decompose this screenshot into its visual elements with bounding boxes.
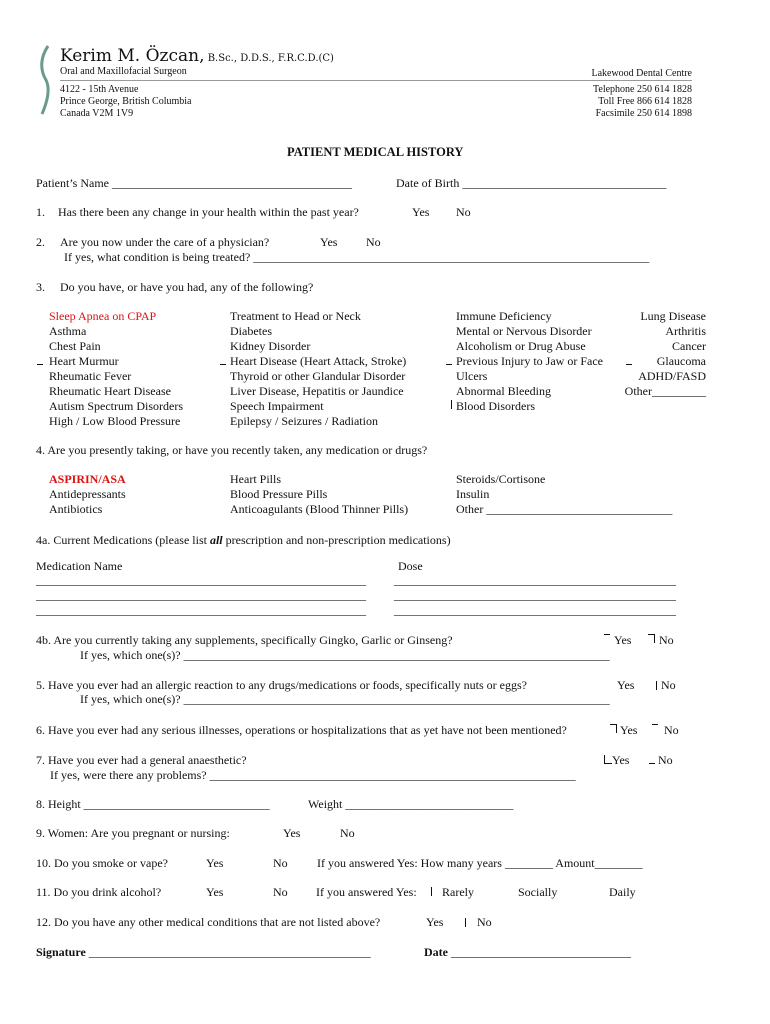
condition-option[interactable]: Sleep Apnea on CPAP <box>49 309 157 323</box>
condition-option[interactable]: Mental or Nervous Disorder <box>456 324 592 338</box>
q5-no-option[interactable]: No <box>661 678 676 692</box>
medication-option[interactable]: Heart Pills <box>230 472 281 486</box>
q11-yes-option[interactable]: Yes <box>206 885 224 899</box>
condition-option[interactable]: Arthritis <box>665 324 706 338</box>
q2-number: 2. <box>36 235 45 249</box>
logo-swoosh-icon <box>38 44 52 116</box>
q5-text: 5. Have you ever had an allergic reaction to any drugs/medications or foods, specifically nuts or eggs? <box>36 678 527 692</box>
doctor-name-text: Kerim M. Özcan, <box>60 46 205 66</box>
checkbox-icon[interactable] <box>431 887 432 896</box>
medication-option[interactable]: Insulin <box>456 487 490 501</box>
q3-column-4 <box>625 309 706 399</box>
condition-option[interactable]: Rheumatic Heart Disease <box>49 384 171 398</box>
q12-yes-option[interactable]: Yes <box>426 915 444 929</box>
condition-option[interactable]: Treatment to Head or Neck <box>230 309 361 323</box>
checkbox-icon[interactable] <box>626 356 632 365</box>
q2-followup-field[interactable]: If yes, what condition is being treated? __________________________________________________________________ <box>64 250 650 264</box>
clinic-name: Lakewood Dental Centre <box>591 68 692 79</box>
q6-no-option[interactable]: No <box>664 723 679 737</box>
doctor-name <box>60 46 334 66</box>
checkbox-icon[interactable] <box>604 634 610 643</box>
q2-text: Are you now under the care of a physician? <box>60 235 270 249</box>
q3-column-2 <box>230 309 406 429</box>
q4a-emphasis: all <box>209 533 223 547</box>
checkbox-icon[interactable] <box>465 918 466 927</box>
medication-option[interactable]: ASPIRIN/ASA <box>49 472 126 486</box>
condition-option[interactable]: Alcoholism or Drug Abuse <box>456 339 586 353</box>
q11-daily-option[interactable]: Daily <box>609 885 636 899</box>
checkbox-icon[interactable] <box>220 356 226 365</box>
condition-option[interactable]: Thyroid or other Glandular Disorder <box>230 369 406 383</box>
q3-number: 3. <box>36 280 45 294</box>
checkbox-icon[interactable] <box>648 634 655 643</box>
doctor-credentials: B.Sc., D.D.S., F.R.C.D.(C) <box>204 53 334 64</box>
signature-label: Signature <box>36 945 86 959</box>
q6-yes-option[interactable]: Yes <box>620 723 638 737</box>
checkbox-icon[interactable] <box>652 724 658 733</box>
signature-field[interactable] <box>36 945 371 960</box>
q10-yes-option[interactable]: Yes <box>206 856 224 870</box>
condition-option[interactable]: High / Low Blood Pressure <box>49 414 181 428</box>
date-label: Date <box>424 945 448 959</box>
q9-yes-option[interactable]: Yes <box>283 826 301 840</box>
q4-text: 4. Are you presently taking, or have you recently taken, any medication or drugs? <box>36 443 428 457</box>
q11-text: 11. Do you drink alcohol? <box>36 885 162 899</box>
q10-text: 10. Do you smoke or vape? <box>36 856 168 870</box>
q4b-yes-option[interactable]: Yes <box>614 633 632 647</box>
q7-text: 7. Have you ever had a general anaesthetic? <box>36 753 247 767</box>
q7-followup-field[interactable]: If yes, were there any problems? _____________________________________________________________ <box>50 768 576 782</box>
condition-option[interactable]: Other_________ <box>624 384 706 398</box>
q4-column-2 <box>230 472 408 517</box>
q2-no-option[interactable]: No <box>366 235 381 249</box>
signature-line[interactable]: _______________________________________________ <box>85 945 371 959</box>
condition-option[interactable]: Rheumatic Fever <box>49 369 132 383</box>
q5-yes-option[interactable]: Yes <box>617 678 635 692</box>
medication-name-field[interactable]: _______________________________________________________ <box>36 573 366 587</box>
q9-no-option[interactable]: No <box>340 826 355 840</box>
condition-option[interactable]: Autism Spectrum Disorders <box>49 399 183 413</box>
address-line-1: 4122 - 15th Avenue <box>60 84 139 95</box>
medication-name-label: Medication Name <box>36 559 123 573</box>
q4-column-3 <box>456 472 672 517</box>
q4b-followup-field[interactable]: If yes, which one(s)? _______________________________________________________________________ <box>80 648 610 662</box>
q4a-prefix: 4a. Current Medications (please list <box>36 533 210 547</box>
q11-socially-option[interactable]: Socially <box>518 885 558 899</box>
q11-rarely-option[interactable]: Rarely <box>442 885 474 899</box>
q4b-text: 4b. Are you currently taking any supplements, specifically Gingko, Garlic or Ginseng? <box>36 633 453 647</box>
medication-option[interactable]: Antibiotics <box>49 502 103 516</box>
date-of-birth-field[interactable]: Date of Birth __________________________________ <box>396 176 667 190</box>
condition-option[interactable]: Heart Murmur <box>49 354 119 368</box>
q5-followup-field[interactable]: If yes, which one(s)? _______________________________________________________________________ <box>80 692 610 706</box>
q1-text: Has there been any change in your health within the past year? <box>58 205 359 219</box>
condition-option[interactable]: Immune Deficiency <box>456 309 552 323</box>
address-line-3: Canada V2M 1V9 <box>60 108 134 119</box>
header-divider <box>60 80 692 81</box>
clinic-telephone: Telephone 250 614 1828 <box>592 84 692 95</box>
q12-text: 12. Do you have any other medical conditions that are not listed above? <box>36 915 381 929</box>
condition-option[interactable]: Diabetes <box>230 324 272 338</box>
condition-option[interactable]: Liver Disease, Hepatitis or Jaundice <box>230 384 404 398</box>
q12-no-option[interactable]: No <box>477 915 492 929</box>
date-line[interactable]: ______________________________ <box>448 945 631 959</box>
condition-option[interactable]: Abnormal Bleeding <box>456 384 551 398</box>
dose-field[interactable]: _______________________________________________ <box>394 603 676 617</box>
dose-label: Dose <box>398 559 423 573</box>
page-title: PATIENT MEDICAL HISTORY <box>287 145 464 159</box>
q4-column-1 <box>49 472 126 517</box>
q10-followup-field[interactable]: If you answered Yes: How many years ________ Amount________ <box>317 856 643 870</box>
clinic-fax: Facsimile 250 614 1898 <box>595 108 692 119</box>
condition-option[interactable]: Asthma <box>49 324 87 338</box>
medication-option[interactable]: Antidepressants <box>49 487 126 501</box>
q7-yes-option[interactable]: Yes <box>612 753 630 767</box>
condition-option[interactable]: Previous Injury to Jaw or Face <box>456 354 603 368</box>
q4a-suffix: prescription and non-prescription medications) <box>222 533 451 547</box>
medication-name-field[interactable]: _______________________________________________________ <box>36 588 366 602</box>
q3-text: Do you have, or have you had, any of the following? <box>60 280 314 294</box>
medication-option[interactable]: Blood Pressure Pills <box>230 487 328 501</box>
condition-option[interactable]: Lung Disease <box>640 309 706 323</box>
q6-text: 6. Have you ever had any serious illnesses, operations or hospitalizations that as yet have not been mentioned? <box>36 723 567 737</box>
q11-no-option[interactable]: No <box>273 885 288 899</box>
q9-text: 9. Women: Are you pregnant or nursing: <box>36 826 230 840</box>
condition-option[interactable]: Cancer <box>672 339 706 353</box>
checkbox-icon[interactable] <box>446 356 452 365</box>
condition-option[interactable]: Blood Disorders <box>456 399 535 413</box>
patient-name-field[interactable]: Patient’s Name ________________________________________ <box>36 176 352 190</box>
weight-field[interactable]: Weight ____________________________ <box>308 797 514 811</box>
height-field[interactable]: 8. Height _______________________________ <box>36 797 270 811</box>
dose-field[interactable]: _______________________________________________ <box>394 588 676 602</box>
condition-option[interactable]: Epilepsy / Seizures / Radiation <box>230 414 378 428</box>
q7-no-option[interactable]: No <box>658 753 673 767</box>
dose-field[interactable]: _______________________________________________ <box>394 573 676 587</box>
checkbox-icon[interactable] <box>610 724 617 733</box>
checkbox-icon[interactable] <box>37 356 43 365</box>
medication-option[interactable]: Anticoagulants (Blood Thinner Pills) <box>230 502 409 516</box>
checkbox-icon[interactable] <box>604 755 612 764</box>
condition-option[interactable]: Speech Impairment <box>230 399 324 413</box>
clinic-tollfree: Toll Free 866 614 1828 <box>598 96 692 107</box>
medication-option[interactable]: Steroids/Cortisone <box>456 472 546 486</box>
q10-no-option[interactable]: No <box>273 856 288 870</box>
checkbox-icon[interactable] <box>451 400 452 409</box>
q3-column-1 <box>49 309 183 429</box>
condition-option[interactable]: Ulcers <box>456 369 488 383</box>
medication-lines <box>36 573 366 618</box>
checkbox-icon[interactable] <box>656 681 657 690</box>
q4b-no-option[interactable]: No <box>659 633 674 647</box>
dose-lines <box>394 573 676 618</box>
condition-option[interactable]: Glaucoma <box>656 354 706 368</box>
q2-yes-option[interactable]: Yes <box>320 235 338 249</box>
q11-followup-label: If you answered Yes: <box>316 885 417 899</box>
condition-option[interactable]: Heart Disease (Heart Attack, Stroke) <box>230 354 407 368</box>
address-line-2: Prince George, British Columbia <box>60 96 192 107</box>
date-field[interactable] <box>424 945 631 960</box>
condition-option[interactable]: Chest Pain <box>49 339 101 353</box>
q3-column-3 <box>456 309 603 414</box>
medication-option[interactable]: Other _______________________________ <box>456 502 673 516</box>
q4a-text <box>36 533 451 548</box>
q1-number: 1. <box>36 205 45 219</box>
condition-option[interactable]: ADHD/FASD <box>638 369 706 383</box>
medication-name-field[interactable]: _______________________________________________________ <box>36 603 366 617</box>
q1-no-option[interactable]: No <box>456 205 471 219</box>
checkbox-icon[interactable] <box>649 755 655 764</box>
condition-option[interactable]: Kidney Disorder <box>230 339 311 353</box>
q1-yes-option[interactable]: Yes <box>412 205 430 219</box>
specialty: Oral and Maxillofacial Surgeon <box>60 66 187 77</box>
